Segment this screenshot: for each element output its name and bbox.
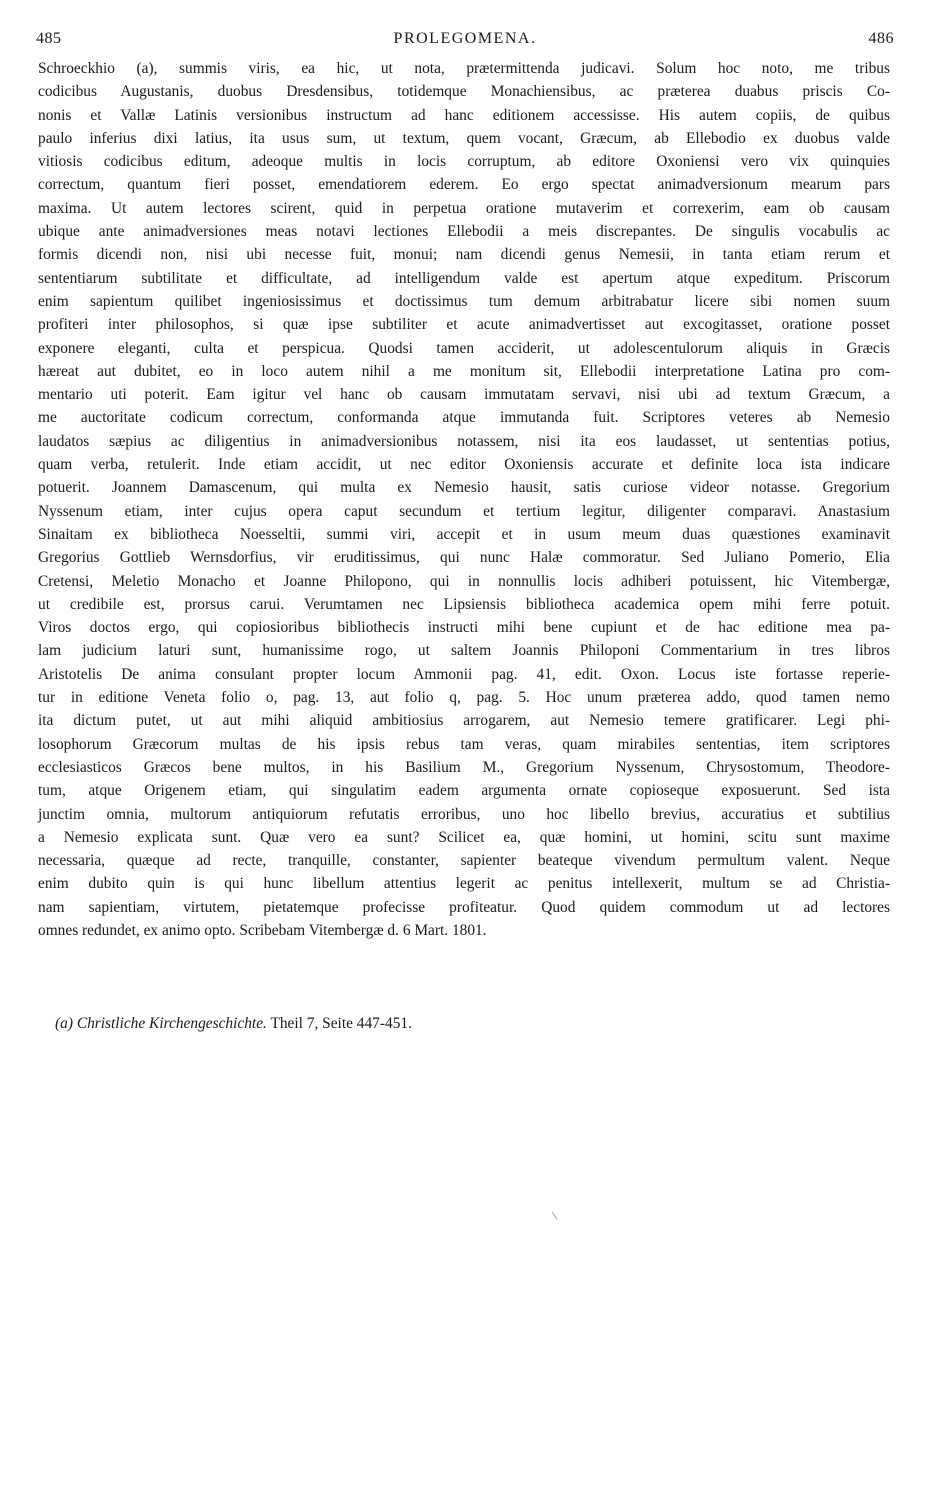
text-line: paulo inferius dixi latius, ita usus sum, ut textum, quem vocant, Græcum, ab Ellebodio ex duobus valde <box>38 129 890 147</box>
footnote-reference: Theil 7, Seite 447-451. <box>270 1015 412 1032</box>
text-line: nonis et Vallæ Latinis versionibus instructum ad hanc editionem accessisse. His autem copiis, de quibus <box>38 106 890 124</box>
text-line: enim sapientum quilibet ingeniosissimus et doctissimus tum demum arbitrabatur licere sibi nomen suum <box>38 292 890 310</box>
body-paragraph <box>38 57 890 942</box>
text-line: maxima. Ut autem lectores scirent, quid in perpetua oratione mutaverim et correxerim, eam ob causam <box>38 199 890 217</box>
text-line: mentario uti poterit. Eam igitur vel hanc ob causam immutatam servavi, nisi ubi ad textum Græcum, a <box>38 386 890 404</box>
text-line: tur in editione Veneta folio o, pag. 13, aut folio q, pag. 5. Hoc unum præterea addo, quod tamen nemo <box>38 689 890 707</box>
text-line: me auctoritate codicum correctum, conformanda atque immutanda fuit. Scriptores veteres ab Nemesio <box>38 409 890 427</box>
text-line: losophorum Græcorum multas de his ipsis rebus tam veras, quam mirabiles sententias, item scriptores <box>38 735 890 753</box>
text-line: Viros doctos ergo, qui copiosioribus bibliothecis instructi mihi bene cupiunt et de hac editione mea pa- <box>38 619 890 637</box>
text-line: Nyssenum etiam, inter cujus opera caput secundum et tertium legitur, diligenter comparavi. Anastasium <box>38 502 890 520</box>
footnote-mark: (a) <box>55 1015 73 1032</box>
text-line: Cretensi, Meletio Monacho et Joanne Philopono, qui in nonnullis locis adhiberi potuissent, hic Vitembergæ, <box>38 572 890 590</box>
text-line: correctum, quantum fieri posset, emendatiorem ederem. Eo ergo spectat animadversionum mearum pars <box>38 176 890 194</box>
running-head <box>36 30 894 54</box>
text-line: lam judicium laturi sunt, humanissime rogo, ut saltem Joannis Philoponi Commentarium in tres libros <box>38 642 890 660</box>
text-line: ubique ante animadversiones meas notavi lectiones Ellebodii a meis discrepantes. De singulis vocabulis ac <box>38 223 890 241</box>
text-line: profiteri inter philosophos, si quæ ipse subtiliter et acute animadvertisset aut excogitasset, oratione posset <box>38 316 890 334</box>
page-number-left: 485 <box>36 30 62 47</box>
text-line: potuerit. Joannem Damascenum, qui multa ex Nemesio hausit, satis curiose videor notasse. Gregorium <box>38 479 890 497</box>
text-line: necessaria, quæque ad recte, tranquille, constanter, sapienter beateque vivendum permultum valent. Neque <box>38 852 890 870</box>
stray-mark: \ <box>550 1207 559 1224</box>
text-line: formis dicendi non, nisi ubi necesse fuit, monui; nam dicendi genus Nemesii, in tanta etiam rerum et <box>38 246 890 264</box>
page-title: PROLEGOMENA. <box>393 30 537 47</box>
text-line: hæreat aut dubitet, eo in loco autem nihil a me monitum sit, Ellebodii interpretatione Latina pro com- <box>38 362 890 380</box>
text-line: codicibus Augustanis, duobus Dresdensibus, totidemque Monachiensibus, ac præterea duabus priscis Co- <box>38 83 890 101</box>
text-line: ita dictum putet, ut aut mihi aliquid ambitiosius arrogarem, aut Nemesio temere gratificarer. Legi phi- <box>38 712 890 730</box>
text-line: tum, atque Origenem etiam, qui singulatim eadem argumenta ornate copioseque exposuerunt. Sed ista <box>38 782 890 800</box>
text-line: ut credibile est, prorsus carui. Verumtamen nec Lipsiensis bibliotheca academica opem mihi ferre potuit. <box>38 595 890 613</box>
text-line: a Nemesio explicata sunt. Quæ vero ea sunt? Scilicet ea, quæ homini, ut homini, scitu sunt maxime <box>38 828 890 846</box>
text-line: laudatos sæpius ac diligentius in animadversionibus notassem, nisi ita eos laudasset, ut sententias potius, <box>38 432 890 450</box>
text-line: vitiosis codicibus editum, adeoque multis in locis corruptum, ab editore Oxoniensi vero vix quinquies <box>38 153 890 171</box>
text-line: enim dubito quin is qui hunc libellum attentius legerit ac penitus intellexerit, multum se ad Christia- <box>38 875 890 893</box>
text-line: nam sapientiam, virtutem, pietatemque profecisse profiteatur. Quod quidem commodum ut ad lectores <box>38 898 890 916</box>
text-line: exponere eleganti, culta et perspicua. Quodsi tamen acciderit, ut adolescentulorum aliquis in Græcis <box>38 339 890 357</box>
text-line: quam verba, retulerit. Inde etiam accidit, ut nec editor Oxoniensis accurate et definite loca ista indicare <box>38 456 890 474</box>
text-line: ecclesiasticos Græcos bene multos, in his Basilium M., Gregorium Nyssenum, Chrysostomum, Theodore- <box>38 758 890 776</box>
page-number-right: 486 <box>868 30 894 47</box>
footnote-title: Christliche Kirchengeschichte. <box>76 1015 267 1032</box>
text-line: Gregorius Gottlieb Wernsdorfius, vir eruditissimus, qui nunc Halæ commoratur. Sed Juliano Pomerio, Elia <box>38 549 890 567</box>
text-line: Sinaitam ex bibliotheca Noesseltii, summi viri, accepit et in usum meum duas quæstiones examinavit <box>38 525 890 543</box>
text-line: junctim omnia, multorum antiquiorum refutatis erroribus, uno hoc libello brevius, accuratius et subtilius <box>38 805 890 823</box>
text-line: Aristotelis De anima consulant propter locum Ammonii pag. 41, edit. Oxon. Locus iste fortasse reperie- <box>38 665 890 683</box>
text-line: omnes redundet, ex animo opto. Scribebam Vitembergæ d. 6 Mart. 1801. <box>38 921 487 939</box>
text-line: Schroeckhio (a), summis viris, ea hic, ut nota, prætermittenda judicavi. Solum hoc noto, me tribus <box>38 60 890 77</box>
text-line: sententiarum subtilitate et difficultate, ad intelligendum valde est apertum atque expeditum. Priscorum <box>38 269 890 287</box>
footnote <box>55 1013 855 1035</box>
